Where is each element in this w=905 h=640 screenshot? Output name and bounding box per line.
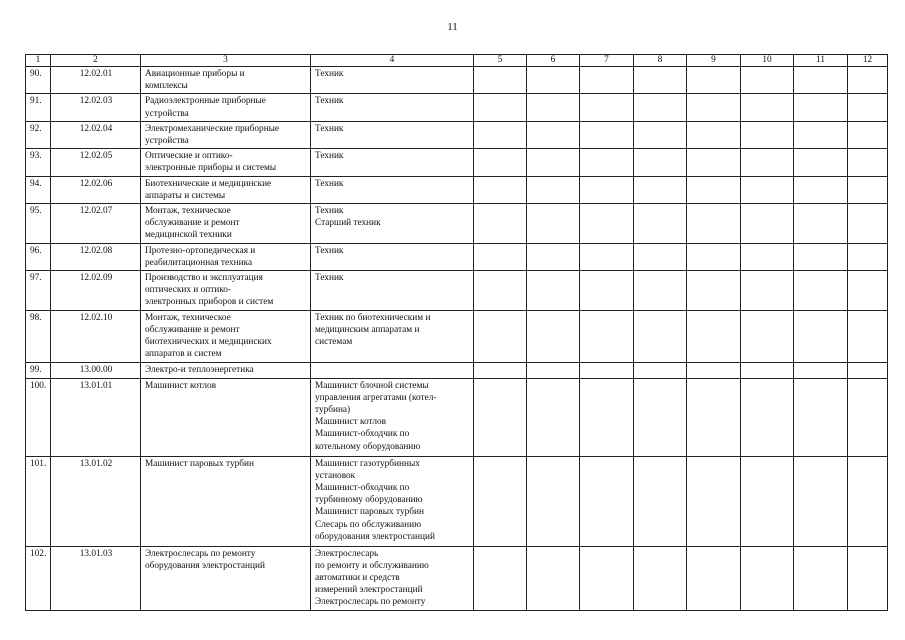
row-number: 90.	[26, 67, 51, 94]
empty-cell	[580, 310, 634, 362]
row-number: 100.	[26, 378, 51, 456]
empty-cell	[687, 362, 741, 378]
empty-cell	[687, 176, 741, 203]
qualification-line: Техник по биотехническим и	[315, 312, 431, 323]
column-header: 10	[741, 55, 794, 67]
profession-name-line: аппараты и системы	[145, 190, 226, 201]
profession-name-line: Машинист паровых турбин	[145, 458, 254, 469]
empty-cell	[848, 121, 888, 148]
table-row	[26, 67, 888, 94]
profession-code: 12.02.05	[51, 149, 141, 176]
empty-cell	[527, 121, 580, 148]
empty-cell	[474, 94, 527, 121]
profession-name-line: Биотехнические и медицинские	[145, 178, 272, 189]
table-row	[26, 310, 888, 362]
empty-cell	[474, 243, 527, 270]
empty-cell	[634, 362, 687, 378]
qualification-line: Техник	[315, 273, 344, 284]
column-header: 5	[474, 55, 527, 67]
empty-cell	[474, 121, 527, 148]
table-row	[26, 94, 888, 121]
column-header: 8	[634, 55, 687, 67]
empty-cell	[687, 243, 741, 270]
empty-cell	[794, 243, 848, 270]
profession-name-line: Монтаж, техническое	[145, 206, 231, 217]
column-header: 9	[687, 55, 741, 67]
empty-cell	[634, 378, 687, 456]
qualification	[311, 204, 474, 244]
profession-code: 12.02.09	[51, 271, 141, 311]
empty-cell	[634, 456, 687, 546]
profession-name-line: Производство и эксплуатация	[145, 273, 263, 284]
table-row	[26, 243, 888, 270]
empty-cell	[741, 149, 794, 176]
qualification-line: Техник	[315, 123, 344, 134]
empty-cell	[741, 456, 794, 546]
profession-name-line: реабилитационная техника	[145, 257, 253, 268]
qualification-line: Техник	[315, 245, 344, 256]
profession-name	[141, 456, 311, 546]
empty-cell	[848, 149, 888, 176]
column-header: 4	[311, 55, 474, 67]
empty-cell	[474, 149, 527, 176]
empty-cell	[848, 176, 888, 203]
empty-cell	[580, 149, 634, 176]
profession-name-line: Электрослесарь по ремонту	[145, 548, 256, 559]
profession-name-line: оптических и оптико-	[145, 285, 232, 296]
empty-cell	[580, 243, 634, 270]
qualification	[311, 378, 474, 456]
empty-cell	[527, 456, 580, 546]
empty-cell	[580, 378, 634, 456]
profession-code: 13.01.01	[51, 378, 141, 456]
profession-name-line: обслуживание и ремонт	[145, 218, 240, 229]
profession-name-line: Радиоэлектронные приборные	[145, 96, 266, 107]
qualification-line: автоматики и средств	[315, 573, 400, 584]
empty-cell	[848, 378, 888, 456]
profession-name	[141, 121, 311, 148]
empty-cell	[474, 378, 527, 456]
column-header: 7	[580, 55, 634, 67]
empty-cell	[741, 378, 794, 456]
qualification-line: котельному оборудованию	[315, 441, 421, 452]
empty-cell	[794, 456, 848, 546]
empty-cell	[741, 121, 794, 148]
empty-cell	[527, 176, 580, 203]
empty-cell	[527, 362, 580, 378]
header-row	[26, 55, 888, 67]
empty-cell	[527, 204, 580, 244]
profession-name	[141, 378, 311, 456]
profession-name	[141, 546, 311, 610]
empty-cell	[527, 67, 580, 94]
empty-cell	[794, 546, 848, 610]
empty-cell	[527, 271, 580, 311]
empty-cell	[634, 149, 687, 176]
table-row	[26, 456, 888, 546]
profession-name	[141, 243, 311, 270]
profession-name-line: оборудования электростанций	[145, 560, 265, 571]
empty-cell	[580, 456, 634, 546]
profession-name-line: Электромеханические приборные	[145, 123, 280, 134]
table-row	[26, 176, 888, 203]
profession-code: 13.01.02	[51, 456, 141, 546]
qualification	[311, 176, 474, 203]
professions-table	[25, 54, 888, 611]
qualification-line: Техник	[315, 96, 344, 107]
empty-cell	[580, 271, 634, 311]
column-header: 1	[26, 55, 51, 67]
page-number: 11	[447, 21, 458, 33]
qualification	[311, 243, 474, 270]
empty-cell	[794, 176, 848, 203]
empty-cell	[634, 94, 687, 121]
empty-cell	[687, 378, 741, 456]
empty-cell	[848, 456, 888, 546]
qualification-line: Машинист-обходчик по	[315, 429, 410, 440]
empty-cell	[848, 243, 888, 270]
qualification-line: Старший техник	[315, 218, 381, 229]
profession-code: 12.02.08	[51, 243, 141, 270]
qualification-line: Машинист паровых турбин	[315, 507, 424, 518]
empty-cell	[527, 310, 580, 362]
profession-code: 12.02.04	[51, 121, 141, 148]
profession-name	[141, 94, 311, 121]
profession-name-line: устройства	[145, 136, 189, 147]
empty-cell	[794, 378, 848, 456]
qualification-line: измерений электростанций	[315, 585, 423, 596]
profession-name	[141, 67, 311, 94]
empty-cell	[741, 204, 794, 244]
empty-cell	[527, 149, 580, 176]
empty-cell	[741, 176, 794, 203]
qualification-line: оборудования электростанций	[315, 531, 435, 542]
qualification-line: установок	[315, 470, 356, 481]
table-row	[26, 121, 888, 148]
row-number: 97.	[26, 271, 51, 311]
profession-name-line: медицинской техники	[145, 230, 232, 241]
empty-cell	[687, 456, 741, 546]
profession-name	[141, 176, 311, 203]
qualification	[311, 310, 474, 362]
empty-cell	[687, 310, 741, 362]
qualification-line: Техник	[315, 151, 344, 162]
column-header: 6	[527, 55, 580, 67]
empty-cell	[634, 546, 687, 610]
empty-cell	[580, 362, 634, 378]
profession-code: 12.02.01	[51, 67, 141, 94]
empty-cell	[848, 310, 888, 362]
profession-code: 12.02.03	[51, 94, 141, 121]
empty-cell	[634, 271, 687, 311]
row-number: 93.	[26, 149, 51, 176]
empty-cell	[474, 310, 527, 362]
empty-cell	[527, 243, 580, 270]
empty-cell	[527, 378, 580, 456]
row-number: 101.	[26, 456, 51, 546]
empty-cell	[634, 121, 687, 148]
empty-cell	[741, 310, 794, 362]
empty-cell	[580, 546, 634, 610]
empty-cell	[848, 67, 888, 94]
qualification-line: Электрослесарь	[315, 548, 379, 559]
qualification-line: управления агрегатами (котел-	[315, 392, 437, 403]
empty-cell	[527, 94, 580, 121]
empty-cell	[741, 243, 794, 270]
empty-cell	[687, 67, 741, 94]
empty-cell	[580, 94, 634, 121]
empty-cell	[474, 362, 527, 378]
qualification-line: Машинист блочной системы	[315, 380, 429, 391]
qualification-line: Машинист котлов	[315, 417, 387, 428]
empty-cell	[794, 149, 848, 176]
profession-name-line: Протезно-ортопедическая и	[145, 245, 256, 256]
profession-code: 13.01.03	[51, 546, 141, 610]
qualification	[311, 149, 474, 176]
qualification	[311, 121, 474, 148]
empty-cell	[634, 176, 687, 203]
profession-code: 13.00.00	[51, 362, 141, 378]
empty-cell	[687, 94, 741, 121]
row-number: 98.	[26, 310, 51, 362]
profession-name-line: Машинист котлов	[145, 380, 217, 391]
empty-cell	[741, 546, 794, 610]
profession-name	[141, 310, 311, 362]
qualification-line: турбина)	[315, 405, 351, 416]
table-row	[26, 378, 888, 456]
column-header: 3	[141, 55, 311, 67]
empty-cell	[580, 204, 634, 244]
profession-code: 12.02.10	[51, 310, 141, 362]
empty-cell	[687, 121, 741, 148]
empty-cell	[634, 310, 687, 362]
empty-cell	[580, 67, 634, 94]
qualification-line: Машинист-обходчик по	[315, 483, 410, 494]
row-number: 99.	[26, 362, 51, 378]
table-row	[26, 546, 888, 610]
qualification-line: турбинному оборудованию	[315, 495, 423, 506]
empty-cell	[848, 94, 888, 121]
empty-cell	[474, 204, 527, 244]
empty-cell	[794, 94, 848, 121]
qualification	[311, 67, 474, 94]
qualification	[311, 271, 474, 311]
qualification-line: Техник	[315, 206, 344, 217]
empty-cell	[474, 456, 527, 546]
row-number: 102.	[26, 546, 51, 610]
empty-cell	[848, 204, 888, 244]
empty-cell	[687, 149, 741, 176]
empty-cell	[474, 271, 527, 311]
profession-name-line: обслуживание и ремонт	[145, 324, 240, 335]
row-number: 96.	[26, 243, 51, 270]
table-row	[26, 362, 888, 378]
empty-cell	[848, 362, 888, 378]
table-row	[26, 149, 888, 176]
empty-cell	[794, 121, 848, 148]
profession-name-line: Оптические и оптико-	[145, 151, 233, 162]
qualification-line: Машинист газотурбинных	[315, 458, 420, 469]
profession-name-line: устройства	[145, 108, 189, 119]
qualification-line: Электрослесарь по ремонту	[315, 597, 426, 608]
empty-cell	[794, 310, 848, 362]
empty-cell	[794, 271, 848, 311]
table-row	[26, 204, 888, 244]
profession-name	[141, 204, 311, 244]
profession-name-line: Электро-и теплоэнергетика	[145, 364, 254, 375]
qualification-line: системам	[315, 337, 353, 348]
profession-name	[141, 362, 311, 378]
profession-name-line: электронные приборы и системы	[145, 163, 277, 174]
column-header: 2	[51, 55, 141, 67]
profession-name-line: биотехнических и медицинских	[145, 337, 272, 348]
profession-name-line: аппаратов и систем	[145, 349, 222, 360]
empty-cell	[634, 204, 687, 244]
row-number: 92.	[26, 121, 51, 148]
empty-cell	[741, 67, 794, 94]
qualification	[311, 362, 474, 378]
empty-cell	[687, 204, 741, 244]
profession-name-line: электронных приборов и систем	[145, 297, 274, 308]
empty-cell	[580, 176, 634, 203]
empty-cell	[527, 546, 580, 610]
empty-cell	[741, 94, 794, 121]
qualification-line: медицинским аппаратам и	[315, 324, 420, 335]
qualification-line: по ремонту и обслуживанию	[315, 560, 429, 571]
profession-name-line: комплексы	[145, 81, 188, 92]
profession-code: 12.02.06	[51, 176, 141, 203]
qualification	[311, 546, 474, 610]
empty-cell	[474, 546, 527, 610]
profession-name-line: Монтаж, техническое	[145, 312, 231, 323]
profession-code: 12.02.07	[51, 204, 141, 244]
qualification	[311, 94, 474, 121]
row-number: 91.	[26, 94, 51, 121]
empty-cell	[741, 271, 794, 311]
empty-cell	[634, 243, 687, 270]
column-header: 12	[848, 55, 888, 67]
empty-cell	[794, 362, 848, 378]
empty-cell	[848, 271, 888, 311]
profession-name	[141, 149, 311, 176]
empty-cell	[794, 204, 848, 244]
qualification-line: Техник	[315, 69, 344, 79]
empty-cell	[580, 121, 634, 148]
empty-cell	[848, 546, 888, 610]
qualification	[311, 456, 474, 546]
qualification-line: Слесарь по обслуживанию	[315, 519, 422, 530]
row-number: 94.	[26, 176, 51, 203]
empty-cell	[687, 546, 741, 610]
empty-cell	[687, 271, 741, 311]
table-body	[26, 67, 888, 611]
table-row	[26, 271, 888, 311]
column-header: 11	[794, 55, 848, 67]
profession-name-line: Авиационные приборы и	[145, 69, 245, 79]
empty-cell	[741, 362, 794, 378]
row-number: 95.	[26, 204, 51, 244]
profession-name	[141, 271, 311, 311]
qualification-line: Техник	[315, 178, 344, 189]
empty-cell	[794, 67, 848, 94]
empty-cell	[474, 176, 527, 203]
empty-cell	[474, 67, 527, 94]
empty-cell	[634, 67, 687, 94]
